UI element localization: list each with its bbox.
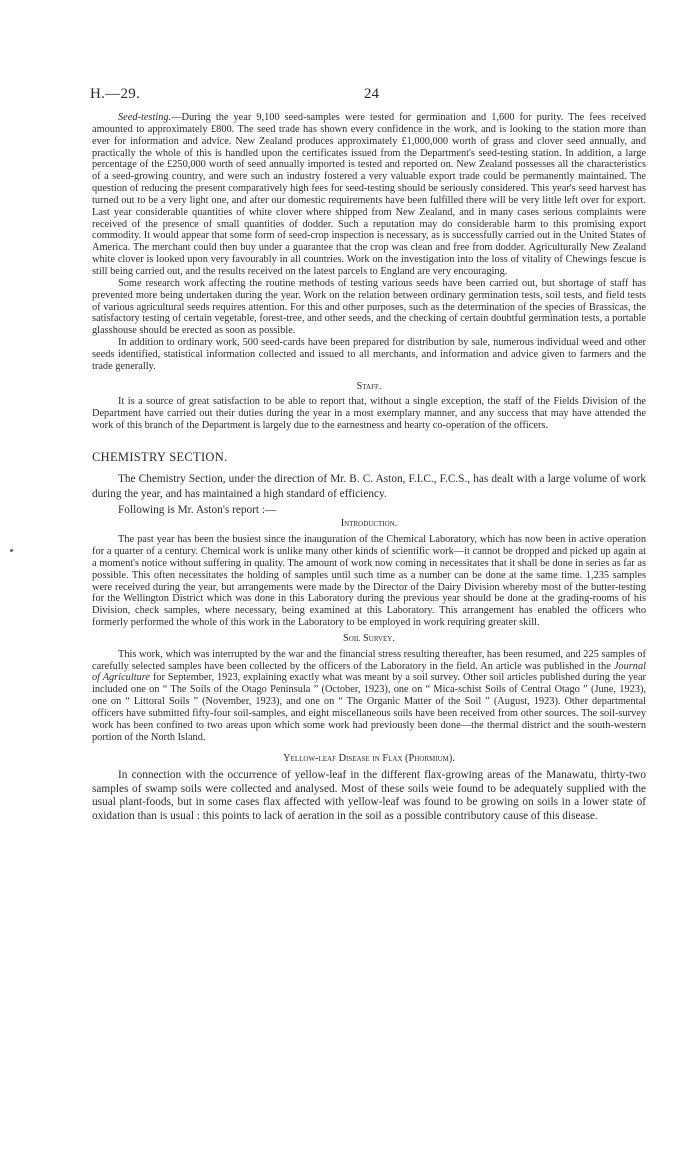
yellow-leaf-paragraph: In connection with the occurrence of yellow-leaf in the different flax-growing areas of the Manawatu, thirty-two samples of swamp soils were collected and analysed. Most of these soils weie found to be adequately supplied with the usual plant-foods, but in some cases flax affected with yellow-leaf was found to be growing on soils in a lower state of oxidation than is usual : this points to lack of aeration in the soil as a possible contributory cause of this disease.: [92, 769, 646, 822]
document-body: [92, 112, 646, 823]
page-number: 24: [364, 86, 379, 102]
staff-heading: Staff.: [356, 380, 382, 392]
soil-survey-paragraph: [92, 649, 646, 744]
journal-title: Journal of Agriculture: [92, 660, 646, 684]
soil-survey-text-b: for September, 1923, explaining exactly what was meant by a soil survey. Other soil articles published during the year included one on “ The Soils of the Otago Peninsula ” (October, 1923), one on “ Mica-schist Soils of Central Otago ” (June, 1923), one on “ Littoral Soils ” (November, 1923), and one on “ The Organic Matter of the Soil ” (August, 1923). Other departmental officers have submitted fifty-four soil-samples, and eight miscellaneous soils have been received from other sources. The soil-survey work has been confined to two areas upon which some work had previously been done—the thermal district and the south-western portion of the North Island.: [92, 672, 646, 743]
introduction-heading: Introduction.: [340, 518, 398, 530]
report-lead-in: Following is Mr. Aston's report :—: [118, 503, 277, 516]
margin-mark: [10, 549, 13, 552]
seed-testing-title: Seed-testing.: [118, 112, 172, 123]
yellow-leaf-heading: Yellow-leaf Disease in Flax (Phormium).: [283, 753, 455, 765]
seed-testing-paragraph: [92, 112, 646, 278]
seed-cards-paragraph: In addition to ordinary work, 500 seed-cards have been prepared for distribution by sale, numerous individual weed and other seeds identified, statistical information collected and issued to all merchants, and information and advice given to farmers and the trade generally.: [92, 337, 646, 372]
soil-survey-heading: Soil Survey.: [343, 632, 395, 644]
introduction-paragraph: The past year has been the busiest since the inauguration of the Chemical Laboratory, which has now been in active operation for a quarter of a century. Chemical work is unlike many other kinds of scientific work—it cannot be dropped and picked up again at a moment's notice without suffering in quality. The amount of work now coming in necessitates that it shall be done in series as far as possible. This often necessitates the holding of samples until such time as a number can be done at the same time. 1,235 samples were received during the year, but arrangements were made by the Director of the Dairy Division whereby most of the butter-testing for the Wellington District which was done in this Laboratory during the previous year should be done at the grading-rooms of his Division, check samples, where necessary, being examined at this Laboratory. This arrangement has enabled the officers who formerly performed the whole of this work in the Laboratory to be employed in work requiring greater skill.: [92, 534, 646, 629]
seed-research-paragraph: Some research work affecting the routine methods of testing various seeds have been carried out, but shortage of staff has prevented more being undertaken during the year. Work on the relation between ordinary germination tests, soil tests, and field tests of various agricultural seeds requires attention. For this and other purposes, such as the determination of the species of Brassicas, the satisfactory testing of certain vegetable, forest-tree, and other seeds, and the checking of certain doubtful germination tests, a portable glasshouse should be erected as soon as possible.: [92, 277, 646, 337]
staff-paragraph: It is a source of great satisfaction to be able to report that, without a single exception, the staff of the Fields Division of the Department have carried out their duties during the year in a most exemplary manner, and any success that may have attended the work of this branch of the Department is largely due to the earnestness and hearty co-operation of the officers.: [92, 396, 646, 432]
chemistry-section-heading: CHEMISTRY SECTION.: [92, 449, 228, 464]
soil-survey-text-a: This work, which was interrupted by the war and the financial stress resulting thereafter, has been resumed, and 225 samples of carefully selected samples have been collected by the officers of the Laboratory in the field. An article was published in the: [92, 648, 646, 672]
seed-testing-text: —During the year 9,100 seed-samples were tested for germination and 1,600 for purity. The fees received amounted to approximately £800. The seed trade has shown every confidence in the work, and is looking to the station more than ever for information and advice. New Zealand produces approximately £1,000,000 worth of grass and clover seed annually, and practically the whole of this is handled upon the certificates issued from the Department's seed-testing station. In addition, a large percentage of the £250,000 worth of seed annually imported is tested and reported on. New Zealand possesses all the characteristics of a seed-growing country, and were such an industry fostered a very valuable export trade could be permanently maintained. The question of reducing the present comparatively high fees for seed-testing should be seriously considered. This year's seed harvest has turned out to be a very light one, and after our domestic requirements have been fulfilled there will be very little left over for export. Last year considerable quantities of white clover where shipped from New Zealand, and in many cases serious complaints were received of the presence of small quantities of dodder. Such a reputation may do considerable harm to this promising export commodity. It would appear that some form of seed-crop inspection is necessary, as is successfully carried out in the United States of America. The merchant could then buy under a guarantee that the crop was clean and free from dodder. Agriculturally New Zealand white clover is looked upon very favourably in all countries. Work on the investigation into the loss of vitality of Chewings fescue is still being carried out, and the results received on the latest parcels to England are very encouraging.: [92, 112, 646, 277]
chemistry-intro-paragraph: The Chemistry Section, under the direction of Mr. B. C. Aston, F.I.C., F.C.S., has dealt with a large volume of work during the year, and has maintained a high standard of efficiency.: [92, 472, 646, 501]
report-reference: H.—29.: [90, 86, 141, 102]
